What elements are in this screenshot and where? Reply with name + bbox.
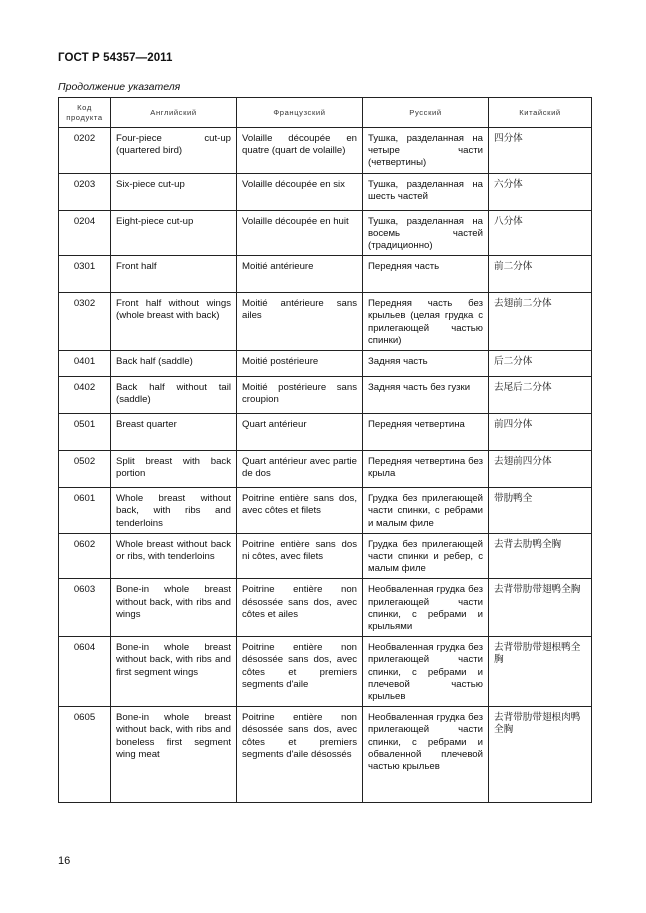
cell-code: 0602 <box>59 533 111 579</box>
cell-russian: Передняя часть без крыльев (целая грудка с прилегающей частью спинки) <box>363 293 489 351</box>
column-header-english: Английский <box>111 98 237 128</box>
cell-code: 0502 <box>59 451 111 488</box>
cell-french: Moitié antérieure sans ailes <box>237 293 363 351</box>
cell-code: 0604 <box>59 637 111 707</box>
cell-code: 0203 <box>59 173 111 210</box>
cell-russian: Грудка без прилегающей части спинки и ребер, с малым филе <box>363 533 489 579</box>
table-row <box>59 637 592 707</box>
cell-chinese: 前四分体 <box>489 414 592 451</box>
cell-chinese: 去翅前四分体 <box>489 451 592 488</box>
cell-english: Eight-piece cut-up <box>111 210 237 256</box>
cell-code: 0601 <box>59 488 111 534</box>
table-row <box>59 210 592 256</box>
cell-code: 0605 <box>59 707 111 803</box>
cell-russian: Тушка, разделанная на восемь частей (традиционно) <box>363 210 489 256</box>
cell-code: 0401 <box>59 351 111 377</box>
table-row <box>59 256 592 293</box>
page-number: 16 <box>58 855 71 867</box>
cell-russian: Тушка, разделанная на шесть частей <box>363 173 489 210</box>
table-row <box>59 351 592 377</box>
cell-chinese: 八分体 <box>489 210 592 256</box>
cell-english: Whole breast without back, with ribs and tenderloins <box>111 488 237 534</box>
cell-code: 0603 <box>59 579 111 637</box>
cell-chinese: 去翅前二分体 <box>489 293 592 351</box>
cell-chinese: 前二分体 <box>489 256 592 293</box>
cell-chinese: 去尾后二分体 <box>489 377 592 414</box>
cell-english: Six-piece cut-up <box>111 173 237 210</box>
table-row <box>59 414 592 451</box>
cell-english: Back half (saddle) <box>111 351 237 377</box>
table-row <box>59 173 592 210</box>
cell-chinese: 去背带肋带翅根鸭全胸 <box>489 637 592 707</box>
column-header-code: Код продукта <box>59 98 111 128</box>
table-row <box>59 579 592 637</box>
document-code: ГОСТ Р 54357—2011 <box>58 52 173 64</box>
cell-chinese: 去背去肋鸭全胸 <box>489 533 592 579</box>
table-row <box>59 293 592 351</box>
cell-english: Bone-in whole breast without back, with ribs and boneless first segment wing meat <box>111 707 237 803</box>
cell-english: Bone-in whole breast without back, with ribs and first segment wings <box>111 637 237 707</box>
cell-code: 0202 <box>59 128 111 174</box>
cell-english: Bone-in whole breast without back, with ribs and wings <box>111 579 237 637</box>
table-row <box>59 377 592 414</box>
cell-code: 0301 <box>59 256 111 293</box>
cell-french: Volaille découpée en quatre (quart de volaille) <box>237 128 363 174</box>
cell-french: Moitié postérieure <box>237 351 363 377</box>
cell-chinese: 去背带肋带翅鸭全胸 <box>489 579 592 637</box>
continuation-caption: Продолжение указателя <box>58 81 181 93</box>
cell-code: 0501 <box>59 414 111 451</box>
cell-french: Poitrine entière non désossée sans dos, avec côtes et ailes <box>237 579 363 637</box>
table-row <box>59 707 592 803</box>
cell-russian: Тушка, разделанная на четыре части (четвертины) <box>363 128 489 174</box>
cell-chinese: 四分体 <box>489 128 592 174</box>
cell-russian: Передняя четвертина без крыла <box>363 451 489 488</box>
cell-french: Moitié postérieure sans croupion <box>237 377 363 414</box>
table-row <box>59 488 592 534</box>
cell-chinese: 带肋鸭全 <box>489 488 592 534</box>
cell-english: Front half without wings (whole breast with back) <box>111 293 237 351</box>
cell-french: Volaille découpée en huit <box>237 210 363 256</box>
cell-russian: Передняя часть <box>363 256 489 293</box>
cell-french: Poitrine entière sans dos, avec côtes et filets <box>237 488 363 534</box>
cell-code: 0302 <box>59 293 111 351</box>
cell-french: Quart antérieur avec partie de dos <box>237 451 363 488</box>
column-header-russian: Русский <box>363 98 489 128</box>
cell-french: Poitrine entière non désossée sans dos, avec côtes et premiers segments d'aile désossés <box>237 707 363 803</box>
cell-english: Four-piece cut-up (quartered bird) <box>111 128 237 174</box>
cell-russian: Необваленная грудка без прилегающей части спинки, с ребрами и обваленной плечевой частью крыльев <box>363 707 489 803</box>
cell-russian: Задняя часть <box>363 351 489 377</box>
cell-russian: Грудка без прилегающей части спинки, с ребрами и малым филе <box>363 488 489 534</box>
cell-english: Breast quarter <box>111 414 237 451</box>
table-body <box>59 128 592 803</box>
cell-french: Volaille découpée en six <box>237 173 363 210</box>
table-row <box>59 451 592 488</box>
cell-french: Moitié antérieure <box>237 256 363 293</box>
column-header-chinese: Китайский <box>489 98 592 128</box>
cell-code: 0204 <box>59 210 111 256</box>
cell-chinese: 后二分体 <box>489 351 592 377</box>
cell-french: Poitrine entière sans dos ni côtes, avec filets <box>237 533 363 579</box>
cell-english: Split breast with back portion <box>111 451 237 488</box>
table-row <box>59 533 592 579</box>
cell-russian: Необваленная грудка без прилегающей части спинки, с ребрами и крыльями <box>363 579 489 637</box>
table-header-row <box>59 98 592 128</box>
cell-russian: Задняя часть без гузки <box>363 377 489 414</box>
cell-french: Poitrine entière non désossée sans dos, avec côtes et premiers segments d'aile <box>237 637 363 707</box>
cell-english: Front half <box>111 256 237 293</box>
cell-russian: Передняя четвертина <box>363 414 489 451</box>
column-header-french: Французский <box>237 98 363 128</box>
cell-code: 0402 <box>59 377 111 414</box>
terms-index-table <box>58 97 592 803</box>
cell-english: Whole breast without back or ribs, with tenderloins <box>111 533 237 579</box>
cell-russian: Необваленная грудка без прилегающей части спинки, с ребрами и плечевой частью крыльев <box>363 637 489 707</box>
table-row <box>59 128 592 174</box>
cell-french: Quart antérieur <box>237 414 363 451</box>
cell-english: Back half without tail (saddle) <box>111 377 237 414</box>
cell-chinese: 六分体 <box>489 173 592 210</box>
cell-chinese: 去背带肋带翅根肉鸭全胸 <box>489 707 592 803</box>
